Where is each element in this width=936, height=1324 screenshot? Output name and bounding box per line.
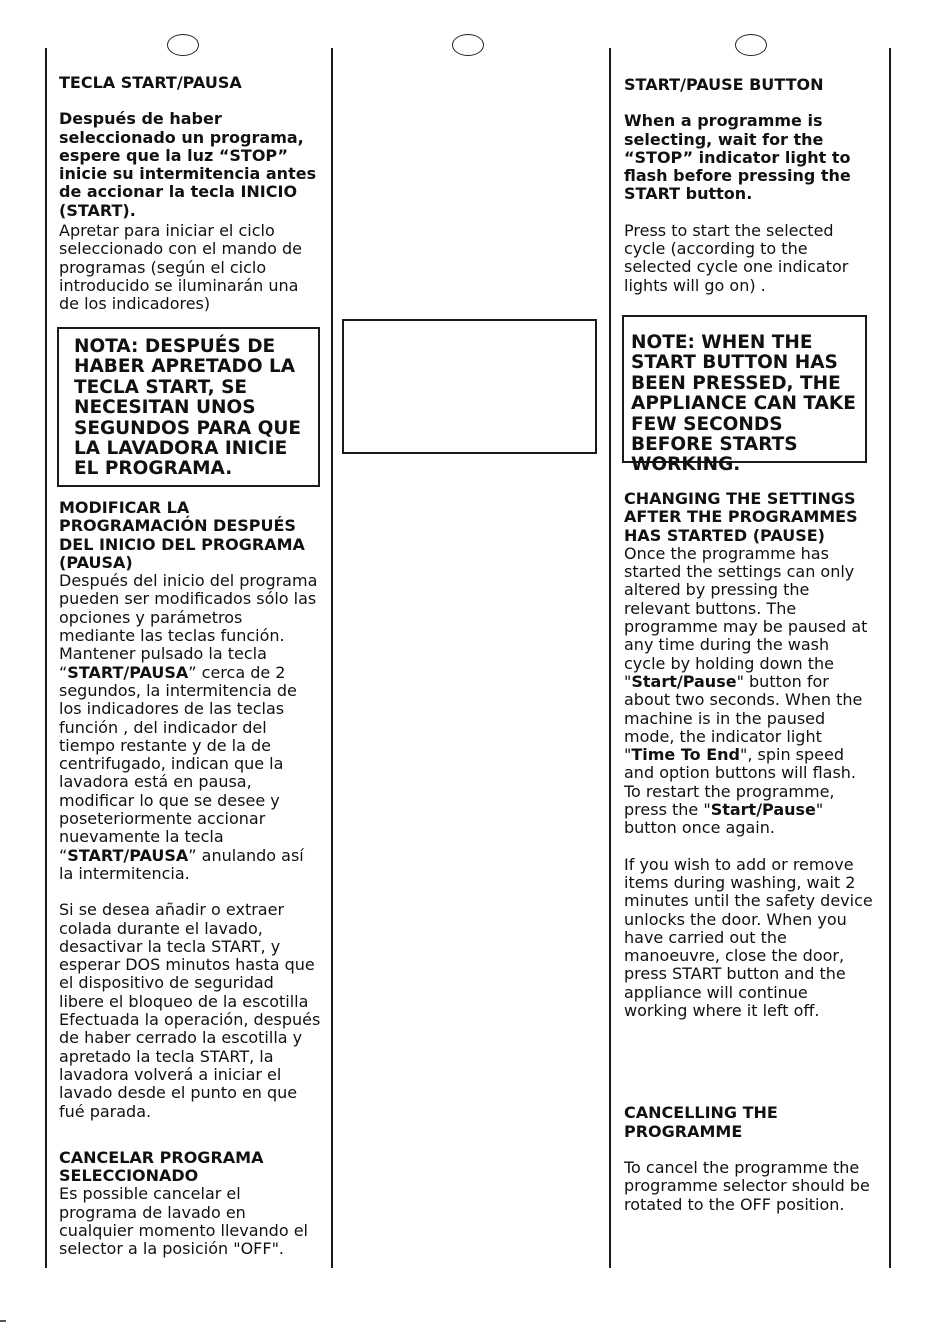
key-name: Start/Pause (710, 800, 816, 820)
start-pausa-heading: TECLA START/PAUSA (59, 73, 242, 92)
language-marker-oval-1 (167, 34, 199, 56)
add-remove-laundry-text: Si se desea añadir o extraer colada durante el lavado, desactivar la tecla START, y esperar DOS minutos hasta que el dispositivo de seguridad libere el bloqueo de la escotilla Efectuada la operación, después de haber cerrado la escotilla y apretado la tecla START, la lavadora volverá a iniciar el lavado desde el punto en que fué parada. (59, 900, 321, 1121)
key-name: START/PAUSA (67, 845, 189, 865)
english-note-text: NOTE: WHEN THE START BUTTON HAS BEEN PRESSED, THE APPLIANCE CAN TAKE FEW SECONDS BEFORE STARTS WORKING. (631, 332, 856, 476)
empty-note-box (342, 319, 597, 454)
key-name: Time To End (631, 745, 740, 765)
corner-mark (0, 1320, 6, 1322)
start-pausa-intro-bold: Después de haber seleccionado un programa, espere que la luz “STOP” inicie su intermitencia antes de accionar la tecla INICIO (START). (59, 109, 317, 220)
changing-settings-text: Once the programme has started the settings can only altered by pressing the relevant buttons. The programme may be paused at any time during the wash cycle by holding down the "Start/Pause" button for about two seconds. When the machine is in the paused mode, the indicator light "Time To End", spin speed and option buttons will flash. To restart the programme, press the "Start/Pause" button once again. (624, 543, 868, 838)
start-pause-intro-text: Press to start the selected cycle (according to the selected cycle one indicator lights will go on) . (624, 220, 849, 295)
english-column (624, 76, 874, 295)
start-pausa-intro-text: Apretar para iniciar el ciclo seleccionado con el mando de programas (según el ciclo introducido se iluminarán una de los indicadores) (59, 221, 303, 314)
start-pause-heading: START/PAUSE BUTTON (624, 75, 824, 94)
changing-settings-heading: CHANGING THE SETTINGS AFTER THE PROGRAMMES HAS STARTED (PAUSE) (624, 489, 858, 545)
cancelling-programme-text: To cancel the programme the programme selector should be rotated to the OFF position. (624, 1157, 870, 1214)
key-name: START/PAUSA (67, 662, 189, 682)
cancel-program-text: Es possible cancelar el programa de lavado en cualquier momento llevando el selector a la posición "OFF". (59, 1184, 308, 1259)
cancel-program-heading: CANCELAR PROGRAMA SELECCIONADO (59, 1147, 264, 1186)
modify-program-heading: MODIFICAR LA PROGRAMACIÓN DESPUÉS DEL INICIO DEL PROGRAMA (PAUSA) (59, 498, 305, 572)
left-border-line (45, 48, 47, 1268)
language-marker-oval-2 (452, 34, 484, 56)
right-border-line (889, 48, 891, 1268)
modify-program-text: Después del inicio del programa pueden ser modificados sólo las opciones y parámetros mediante las teclas función. Mantener pulsado la tecla “START/PAUSA” cerca de 2 segundos, la intermitencia de los indicadores de las teclas función , del indicador del tiempo restante y de la de centrifugado, indican que la lavadora está en pausa, modificar lo que se desee y poseteriormente accionar nuevamente la tecla “START/PAUSA” anulando así la intermitencia. (59, 571, 318, 883)
cancelling-programme-heading: CANCELLING THE PROGRAMME (624, 1103, 778, 1141)
english-column-lower (624, 490, 874, 1214)
spanish-column (59, 74, 321, 314)
spanish-column-lower (59, 499, 321, 1259)
start-pause-intro-bold: When a programme is selecting, wait for the “STOP” indicator light to flash before pressing the START button. (624, 111, 851, 204)
language-marker-oval-3 (735, 34, 767, 56)
spanish-note-text: NOTA: DESPUÉS DE HABER APRETADO LA TECLA START, SE NECESITAN UNOS SEGUNDOS PARA QUE LA LAVADORA INICIE EL PROGRAMA. (74, 336, 302, 480)
key-name: Start/Pause (631, 671, 737, 691)
column-divider-1 (331, 48, 333, 1268)
column-divider-2 (609, 48, 611, 1268)
english-note-box (622, 315, 867, 476)
spanish-note-box (57, 327, 320, 487)
add-remove-items-text: If you wish to add or remove items during washing, wait 2 minutes until the safety device unlocks the door. When you have carried out the manoeuvre, close the door, press START button and the appliance will continue working where it left off. (624, 854, 873, 1021)
